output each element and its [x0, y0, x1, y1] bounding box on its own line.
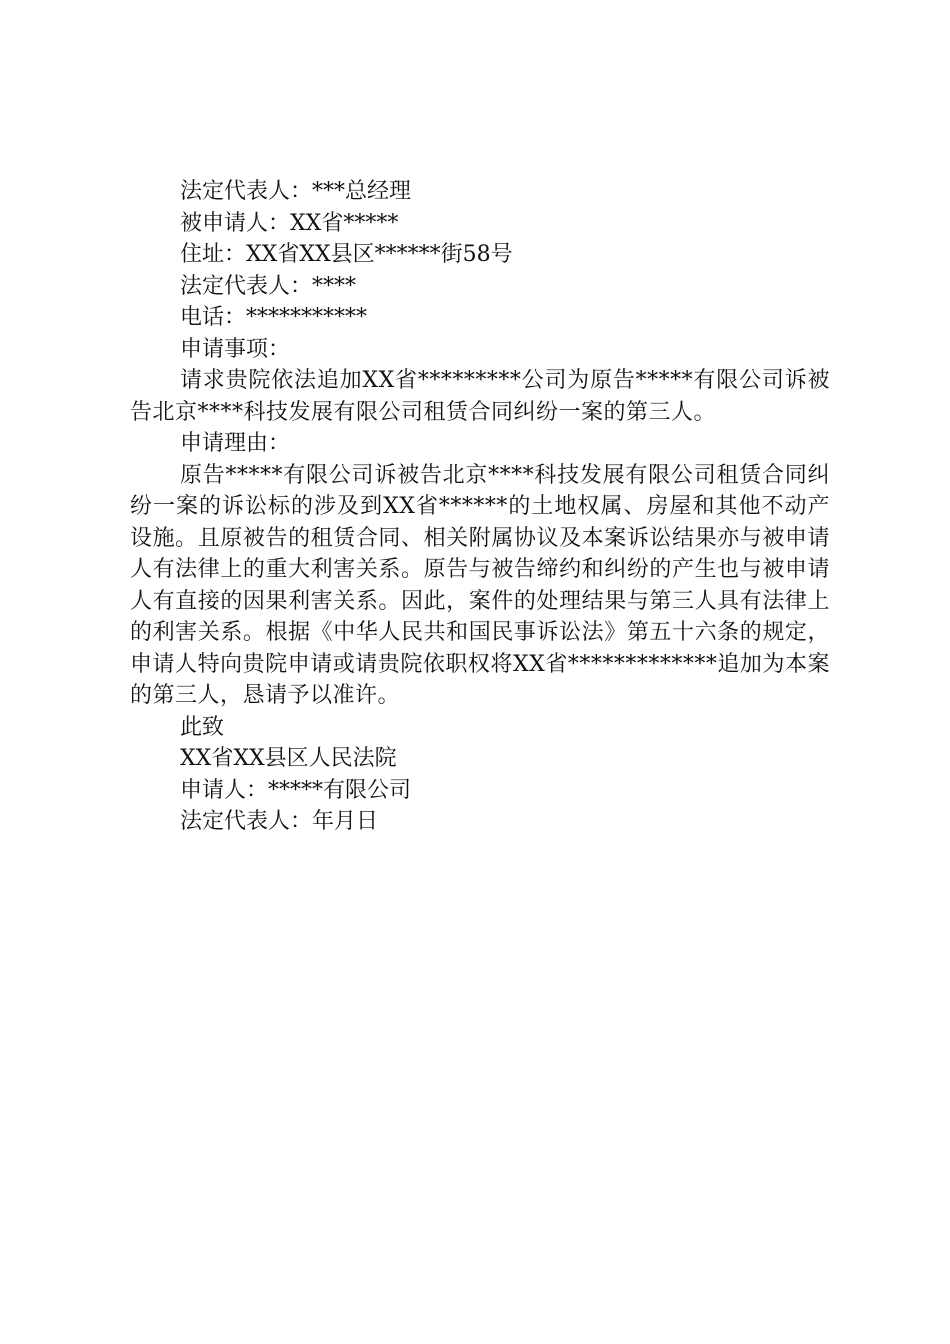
respondent-legal-representative-line: 法定代表人：****	[180, 273, 357, 299]
legal-representative-line: 法定代表人：***总经理	[180, 179, 412, 204]
reason-heading: 申请理由：	[180, 431, 291, 456]
reason-paragraph: 原告*****有限公司诉被告北京****科技发展有限公司租赁合同纠纷一案的诉讼标的涉及到XX省******的土地权属、房屋和其他不动产设施。且原被告的租赁合同、相关附属协议及本案诉讼结果亦与被申请人有法律上的重大利害关系。原告与被告缔约和纠纷的产生也与被申请人有直接的因果利害关系。因此，案件的处理结果与第三人具有法律上的利害关系。根据《中华人民共和国民事诉讼法》第五十六条的规定，申请人特向贵院申请或请贵院依职权将XX省*************追加为本案的第三人，恳请予以准许。	[130, 462, 830, 708]
request-paragraph: 请求贵院依法追加XX省*********公司为原告*****有限公司诉被告北京****科技发展有限公司租赁合同纠纷一案的第三人。	[130, 368, 830, 425]
document-body	[130, 176, 830, 838]
address-line: 住址：XX省XX县区******街58号	[180, 242, 513, 267]
court-line: XX省XX县区人民法院	[180, 746, 397, 771]
phone-line: 电话：***********	[180, 305, 368, 330]
request-heading: 申请事项：	[180, 336, 291, 362]
applicant-line: 申请人：*****有限公司	[180, 777, 412, 803]
salutation-line: 此致	[180, 714, 225, 740]
signature-date-line: 法定代表人：年月日	[180, 809, 379, 834]
respondent-line: 被申请人：XX省*****	[180, 210, 399, 236]
